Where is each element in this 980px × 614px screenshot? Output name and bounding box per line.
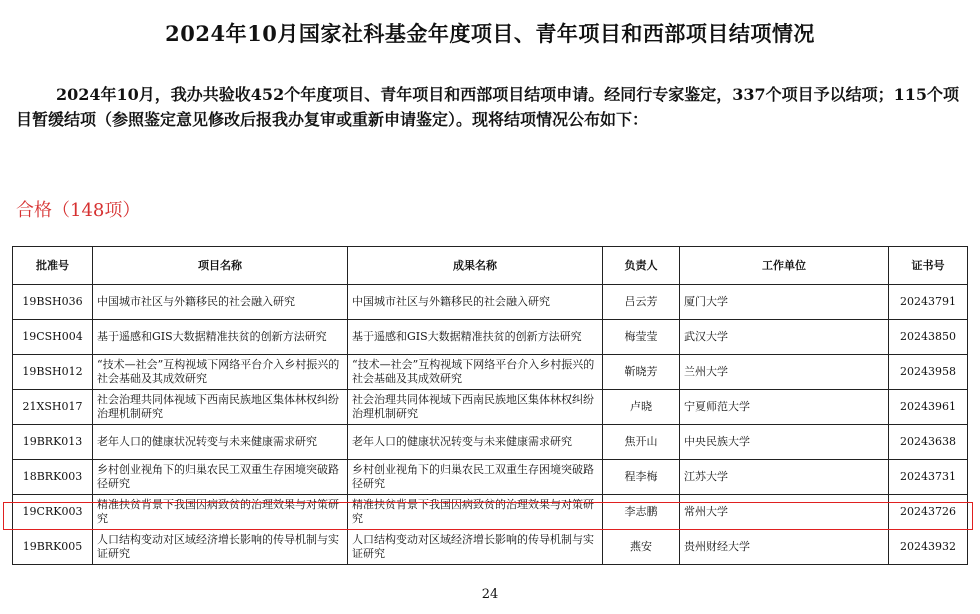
cell-approval-no: 19CSH004 bbox=[13, 320, 93, 355]
cell-result-name: 人口结构变动对区域经济增长影响的传导机制与实证研究 bbox=[348, 530, 603, 565]
cell-leader: 焦开山 bbox=[603, 425, 680, 460]
cell-result-name: 老年人口的健康状况转变与未来健康需求研究 bbox=[348, 425, 603, 460]
cell-approval-no: 19BSH036 bbox=[13, 285, 93, 320]
table-row bbox=[13, 390, 968, 425]
cell-institution: 兰州大学 bbox=[680, 355, 889, 390]
cell-result-name: 乡村创业视角下的归巢农民工双重生存困境突破路径研究 bbox=[348, 460, 603, 495]
cell-institution: 中央民族大学 bbox=[680, 425, 889, 460]
cell-certificate-no: 20243791 bbox=[889, 285, 968, 320]
cell-institution: 贵州财经大学 bbox=[680, 530, 889, 565]
cell-result-name: “技术—社会”互构视域下网络平台介入乡村振兴的社会基础及其成效研究 bbox=[348, 355, 603, 390]
cell-result-name: 精准扶贫背景下我国因病致贫的治理效果与对策研究 bbox=[348, 495, 603, 530]
cell-project-name: 社会治理共同体视域下西南民族地区集体林权纠纷治理机制研究 bbox=[93, 390, 348, 425]
cell-approval-no: 19BRK005 bbox=[13, 530, 93, 565]
cell-approval-no: 21XSH017 bbox=[13, 390, 93, 425]
header-leader: 负责人 bbox=[603, 247, 680, 285]
cell-project-name: 中国城市社区与外籍移民的社会融入研究 bbox=[93, 285, 348, 320]
cell-leader: 燕安 bbox=[603, 530, 680, 565]
table-row bbox=[13, 355, 968, 390]
cell-certificate-no: 20243850 bbox=[889, 320, 968, 355]
header-certificate-no: 证书号 bbox=[889, 247, 968, 285]
header-project-name: 项目名称 bbox=[93, 247, 348, 285]
cell-leader: 梅莹莹 bbox=[603, 320, 680, 355]
cell-institution: 常州大学 bbox=[680, 495, 889, 530]
header-institution: 工作单位 bbox=[680, 247, 889, 285]
cell-result-name: 中国城市社区与外籍移民的社会融入研究 bbox=[348, 285, 603, 320]
table-row bbox=[13, 530, 968, 565]
table-row bbox=[13, 320, 968, 355]
cell-project-name: 乡村创业视角下的归巢农民工双重生存困境突破路径研究 bbox=[93, 460, 348, 495]
cell-leader: 靳晓芳 bbox=[603, 355, 680, 390]
cell-approval-no: 19CRK003 bbox=[13, 495, 93, 530]
cell-certificate-no: 20243731 bbox=[889, 460, 968, 495]
cell-result-name: 基于遥感和GIS大数据精准扶贫的创新方法研究 bbox=[348, 320, 603, 355]
table-row bbox=[13, 460, 968, 495]
cell-approval-no: 19BSH012 bbox=[13, 355, 93, 390]
cell-leader: 李志鹏 bbox=[603, 495, 680, 530]
cell-leader: 吕云芳 bbox=[603, 285, 680, 320]
cell-certificate-no: 20243932 bbox=[889, 530, 968, 565]
cell-certificate-no: 20243961 bbox=[889, 390, 968, 425]
table-header-row bbox=[13, 247, 968, 285]
cell-result-name: 社会治理共同体视域下西南民族地区集体林权纠纷治理机制研究 bbox=[348, 390, 603, 425]
intro-paragraph: 2024年10月，我办共验收452个年度项目、青年项目和西部项目结项申请。经同行专家鉴定，337个项目予以结项；115个项目暂缓结项（参照鉴定意见修改后报我办复审或重新申请鉴定）。现将结项情况公布如下： bbox=[16, 85, 959, 129]
cell-institution: 江苏大学 bbox=[680, 460, 889, 495]
cell-project-name: 精准扶贫背景下我国因病致贫的治理效果与对策研究 bbox=[93, 495, 348, 530]
table-row-highlighted bbox=[13, 495, 968, 530]
cell-approval-no: 18BRK003 bbox=[13, 460, 93, 495]
cell-project-name: 人口结构变动对区域经济增长影响的传导机制与实证研究 bbox=[93, 530, 348, 565]
cell-certificate-no: 20243638 bbox=[889, 425, 968, 460]
header-approval-no: 批准号 bbox=[13, 247, 93, 285]
section-heading: 合格（148项） bbox=[16, 200, 141, 221]
cell-institution: 宁夏师范大学 bbox=[680, 390, 889, 425]
header-result-name: 成果名称 bbox=[348, 247, 603, 285]
cell-project-name: “技术—社会”互构视域下网络平台介入乡村振兴的社会基础及其成效研究 bbox=[93, 355, 348, 390]
cell-certificate-no: 20243958 bbox=[889, 355, 968, 390]
cell-certificate-no: 20243726 bbox=[889, 495, 968, 530]
cell-institution: 武汉大学 bbox=[680, 320, 889, 355]
cell-approval-no: 19BRK013 bbox=[13, 425, 93, 460]
table-row bbox=[13, 285, 968, 320]
page-number: 24 bbox=[481, 587, 499, 602]
cell-project-name: 老年人口的健康状况转变与未来健康需求研究 bbox=[93, 425, 348, 460]
cell-leader: 程李梅 bbox=[603, 460, 680, 495]
document-title: 2024年10月国家社科基金年度项目、青年项目和西部项目结项情况 bbox=[165, 21, 815, 46]
cell-institution: 厦门大学 bbox=[680, 285, 889, 320]
table-row bbox=[13, 425, 968, 460]
cell-project-name: 基于遥感和GIS大数据精准扶贫的创新方法研究 bbox=[93, 320, 348, 355]
cell-leader: 卢晓 bbox=[603, 390, 680, 425]
results-table bbox=[12, 246, 968, 565]
